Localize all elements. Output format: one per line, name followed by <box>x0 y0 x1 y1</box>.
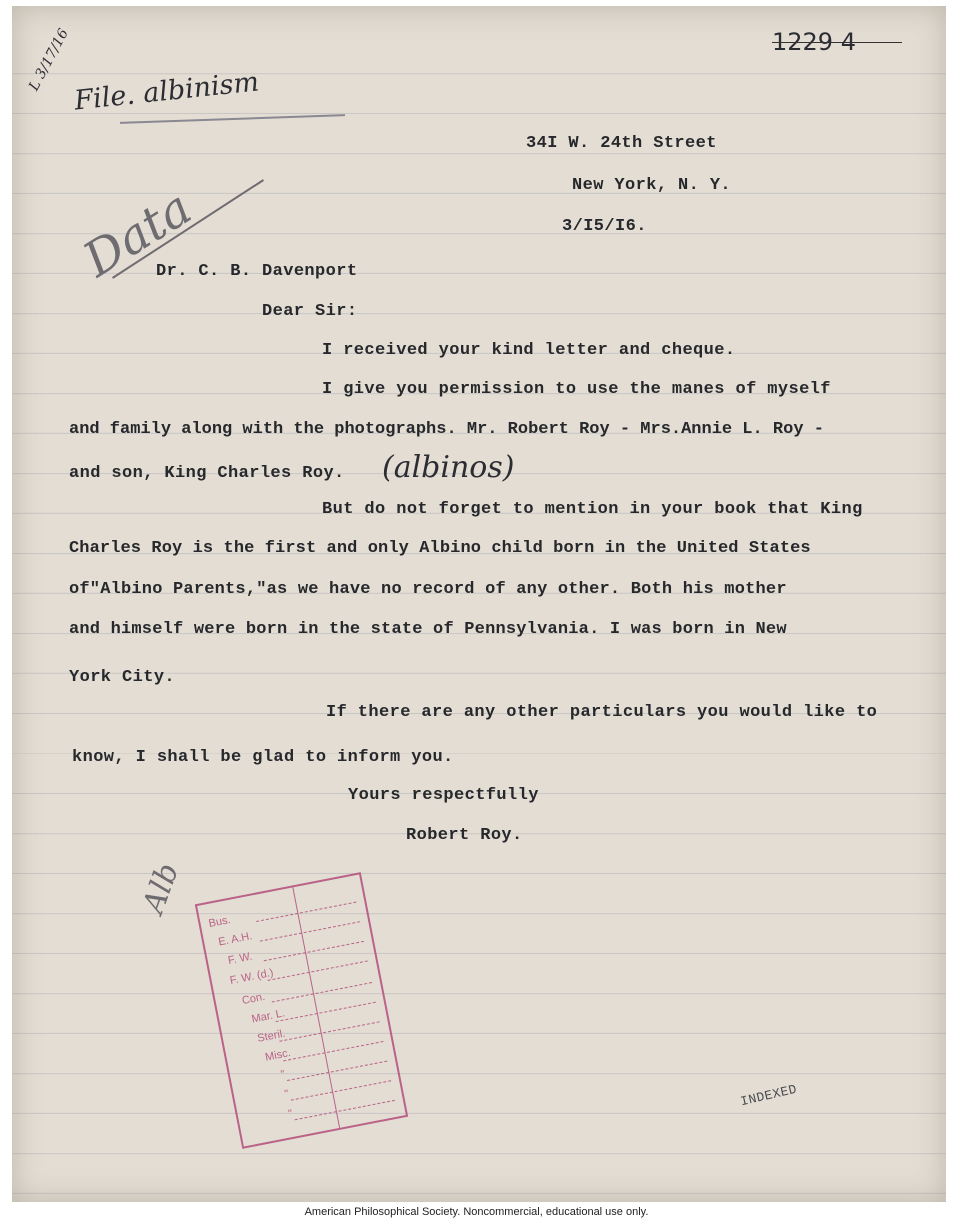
salutation: Dear Sir: <box>262 302 358 321</box>
body-line: I give you permission to use the manes of myself <box>322 380 831 399</box>
stamp-rule <box>264 941 364 961</box>
routing-stamp <box>195 872 408 1149</box>
margin-initials: Alb <box>136 858 187 918</box>
stamp-rule <box>272 982 372 1002</box>
stamp-rule <box>287 1061 387 1081</box>
stamp-rule <box>276 1002 376 1022</box>
body-line: Charles Roy is the first and only Albino child born in the United States <box>69 539 811 558</box>
stamp-label: Con. <box>240 990 267 1008</box>
data-stamp: Data <box>73 179 202 289</box>
corner-initials: L 3/17/16 <box>26 26 72 94</box>
body-line: I received your kind letter and cheque. <box>322 341 736 360</box>
file-note-underline <box>120 114 345 124</box>
letter-page <box>12 6 946 1202</box>
stamp-rule <box>268 960 368 980</box>
body-line: and family along with the photographs. Mr. Robert Roy - Mrs.Annie L. Roy - <box>69 420 824 439</box>
letter-date: 3/I5/I6. <box>562 217 647 236</box>
stamp-rule <box>295 1100 395 1120</box>
file-note: File. albinism <box>72 66 261 117</box>
body-line: and himself were born in the state of Pennsylvania. I was born in New <box>69 620 787 639</box>
stamp-label: Misc. <box>264 1046 292 1064</box>
signature: Robert Roy. <box>406 826 523 845</box>
body-line: know, I shall be glad to inform you. <box>72 748 454 767</box>
stamp-rule <box>279 1021 379 1041</box>
body-line: But do not forget to mention in your book that King <box>322 500 863 519</box>
body-line: If there are any other particulars you would like to <box>326 703 878 722</box>
address-street: 34I W. 24th Street <box>526 134 717 153</box>
stamp-label: E. A.H. <box>217 930 254 949</box>
stamp-rule <box>291 1080 391 1100</box>
stamp-label: F. W. (d.) <box>228 966 275 987</box>
page-number-strike <box>772 42 902 43</box>
recipient: Dr. C. B. Davenport <box>156 262 358 281</box>
stamp-rule <box>256 902 356 922</box>
stamp-label: " <box>287 1107 294 1121</box>
stamp-label: Mar. L. <box>250 1007 286 1026</box>
stamp-label: Bus. <box>207 914 232 930</box>
stamp-rule <box>283 1041 383 1061</box>
indexed-stamp: INDEXED <box>739 1081 799 1110</box>
archive-caption: American Philosophical Society. Noncommercial, educational use only. <box>304 1206 649 1218</box>
stamp-rule <box>260 921 360 941</box>
stamp-label: Steril. <box>256 1027 287 1045</box>
albinos-note: (albinos) <box>382 450 515 485</box>
stamp-label: F. W. <box>227 950 254 967</box>
page-number: 1229 4 <box>772 28 856 56</box>
body-line: of"Albino Parents,"as we have no record of any other. Both his mother <box>69 580 787 599</box>
stamp-label: " <box>279 1068 286 1081</box>
address-city: New York, N. Y. <box>572 176 732 195</box>
body-line: York City. <box>69 668 176 687</box>
body-line: and son, King Charles Roy. <box>69 464 345 483</box>
stamp-label: " <box>283 1088 290 1101</box>
closing: Yours respectfully <box>348 786 539 805</box>
